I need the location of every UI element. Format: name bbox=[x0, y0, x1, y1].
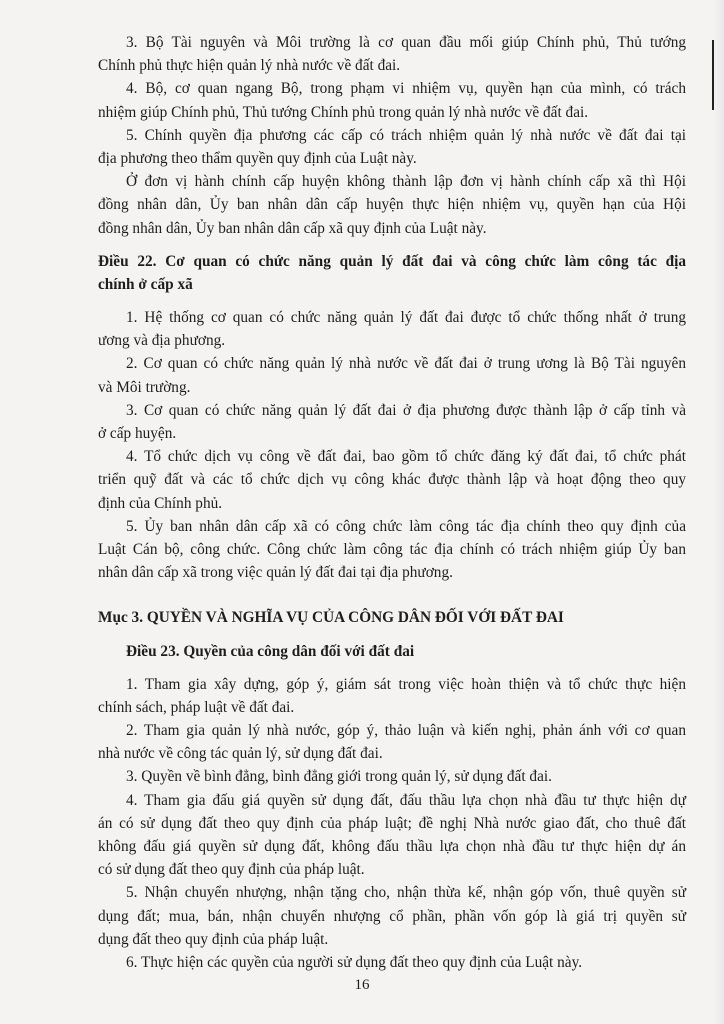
text-line: nhiệm giúp Chính phủ, Thủ tướng Chính phủ trong quản lý nhà nước về đất đai. bbox=[98, 103, 589, 121]
paragraph bbox=[98, 719, 686, 765]
text-line: chính sách, pháp luật về đất đai. bbox=[98, 698, 295, 716]
article-heading bbox=[98, 250, 686, 296]
text-line: 2. Tham gia quản lý nhà nước, góp ý, thảo luận và kiến nghị, phản ánh với cơ quan bbox=[126, 722, 686, 740]
paragraph bbox=[98, 170, 686, 240]
paragraph bbox=[98, 77, 686, 123]
text-line: Mục 3. QUYỀN VÀ NGHĨA VỤ CỦA CÔNG DÂN ĐỐI VỚI ĐẤT ĐAI bbox=[98, 609, 564, 627]
text-line: định của Chính phủ. bbox=[98, 494, 223, 512]
text-line: 4. Tham gia đấu giá quyền sử dụng đất, đấu thầu lựa chọn nhà đầu tư thực hiện dự bbox=[126, 791, 686, 809]
text-line: nhà nước về công tác quản lý, sử dụng đất đai. bbox=[98, 745, 383, 763]
paragraph bbox=[98, 881, 686, 951]
text-line: 3. Bộ Tài nguyên và Môi trường là cơ quan đầu mối giúp Chính phủ, Thủ tướng bbox=[126, 34, 686, 51]
paragraph bbox=[98, 515, 686, 585]
text-line: 3. Quyền về bình đẳng, bình đẳng giới trong quản lý, sử dụng đất đai. bbox=[126, 768, 552, 786]
spacer bbox=[98, 240, 686, 250]
text-line: 5. Nhận chuyển nhượng, nhận tặng cho, nhận thừa kế, nhận góp vốn, thuê quyền sử bbox=[126, 884, 686, 902]
text-line: 3. Cơ quan có chức năng quản lý đất đai ở địa phương được thành lập ở cấp tỉnh và bbox=[126, 401, 686, 419]
text-line: không đấu giá quyền sử dụng đất, không đấu thầu lựa chọn nhà đầu tư thực hiện dự án bbox=[98, 838, 686, 855]
paragraph bbox=[98, 951, 686, 974]
text-line: 4. Bộ, cơ quan ngang Bộ, trong phạm vi nhiệm vụ, quyền hạn của mình, có trách bbox=[126, 80, 686, 98]
text-line: 4. Tổ chức dịch vụ công về đất đai, bao gồm tổ chức đăng ký đất đai, tổ chức phát bbox=[126, 448, 686, 466]
paragraph bbox=[98, 789, 686, 882]
page-number: 16 bbox=[354, 977, 370, 993]
text-line: 5. Chính quyền địa phương các cấp có trách nhiệm quản lý nhà nước về đất đai tại bbox=[126, 126, 686, 144]
text-line: Điều 22. Cơ quan có chức năng quản lý đất đai và công chức làm công tác địa bbox=[98, 252, 686, 270]
document-body bbox=[98, 31, 686, 974]
paragraph bbox=[98, 31, 686, 77]
text-line: đồng nhân dân, Ủy ban nhân dân cấp huyện thực hiện nhiệm vụ, quyền hạn của Hội bbox=[98, 196, 686, 214]
text-line: địa phương theo thẩm quyền quy định của Luật này. bbox=[98, 149, 417, 167]
text-line: 5. Ủy ban nhân dân cấp xã có công chức làm công tác địa chính theo quy định của bbox=[126, 517, 686, 535]
paragraph bbox=[98, 445, 686, 515]
text-line: nhân dân cấp xã trong việc quản lý đất đai tại địa phương. bbox=[98, 564, 453, 582]
text-line: ương và địa phương. bbox=[98, 332, 226, 350]
text-line: 1. Tham gia xây dựng, góp ý, giám sát trong việc hoàn thiện và tổ chức thực hiện bbox=[126, 675, 686, 693]
text-line: Điều 23. Quyền của công dân đối với đất đai bbox=[126, 642, 415, 660]
article-heading bbox=[98, 640, 686, 663]
spacer bbox=[98, 584, 686, 606]
paragraph bbox=[98, 399, 686, 445]
spacer bbox=[98, 296, 686, 306]
paragraph bbox=[98, 765, 686, 788]
text-line: án có sử dụng đất theo quy định của pháp luật; đề nghị Nhà nước giao đất, cho thuê đất bbox=[98, 814, 686, 832]
text-line: 1. Hệ thống cơ quan có chức năng quản lý đất đai được tổ chức thống nhất ở trung bbox=[126, 309, 686, 327]
text-line: 2. Cơ quan có chức năng quản lý nhà nước về đất đai ở trung ương là Bộ Tài nguyên bbox=[126, 355, 686, 373]
text-line: có sử dụng đất theo quy định của pháp luật. bbox=[98, 861, 365, 879]
text-line: chính ở cấp xã bbox=[98, 275, 193, 293]
text-line: ở cấp huyện. bbox=[98, 425, 177, 442]
text-line: dụng đất; mua, bán, nhận chuyển nhượng cổ phần, phần vốn góp là giá trị quyền sử bbox=[98, 907, 686, 925]
text-line: Chính phủ thực hiện quản lý nhà nước về đất đai. bbox=[98, 57, 401, 75]
spacer bbox=[98, 630, 686, 640]
paragraph bbox=[98, 673, 686, 719]
text-line: dụng đất theo quy định của pháp luật. bbox=[98, 930, 329, 948]
text-line: Ở đơn vị hành chính cấp huyện không thành lập đơn vị hành chính cấp xã thì Hội bbox=[126, 173, 686, 191]
spacer bbox=[98, 663, 686, 673]
scan-edge-shadow bbox=[714, 0, 724, 1024]
section-title bbox=[98, 606, 686, 629]
text-line: triển quỹ đất và các tổ chức dịch vụ công khác được thành lập và hoạt động theo quy bbox=[98, 471, 686, 489]
text-line: 6. Thực hiện các quyền của người sử dụng đất theo quy định của Luật này. bbox=[126, 953, 583, 971]
paragraph bbox=[98, 124, 686, 170]
text-line: Luật Cán bộ, công chức. Công chức làm công tác địa chính có trách nhiệm giúp Ủy ban bbox=[98, 540, 686, 558]
text-line: đồng nhân dân, Ủy ban nhân dân cấp xã quy định của Luật này. bbox=[98, 219, 487, 237]
paragraph bbox=[98, 352, 686, 398]
scan-edge-mark bbox=[712, 40, 714, 110]
text-line: và Môi trường. bbox=[98, 378, 191, 396]
paragraph bbox=[98, 306, 686, 352]
